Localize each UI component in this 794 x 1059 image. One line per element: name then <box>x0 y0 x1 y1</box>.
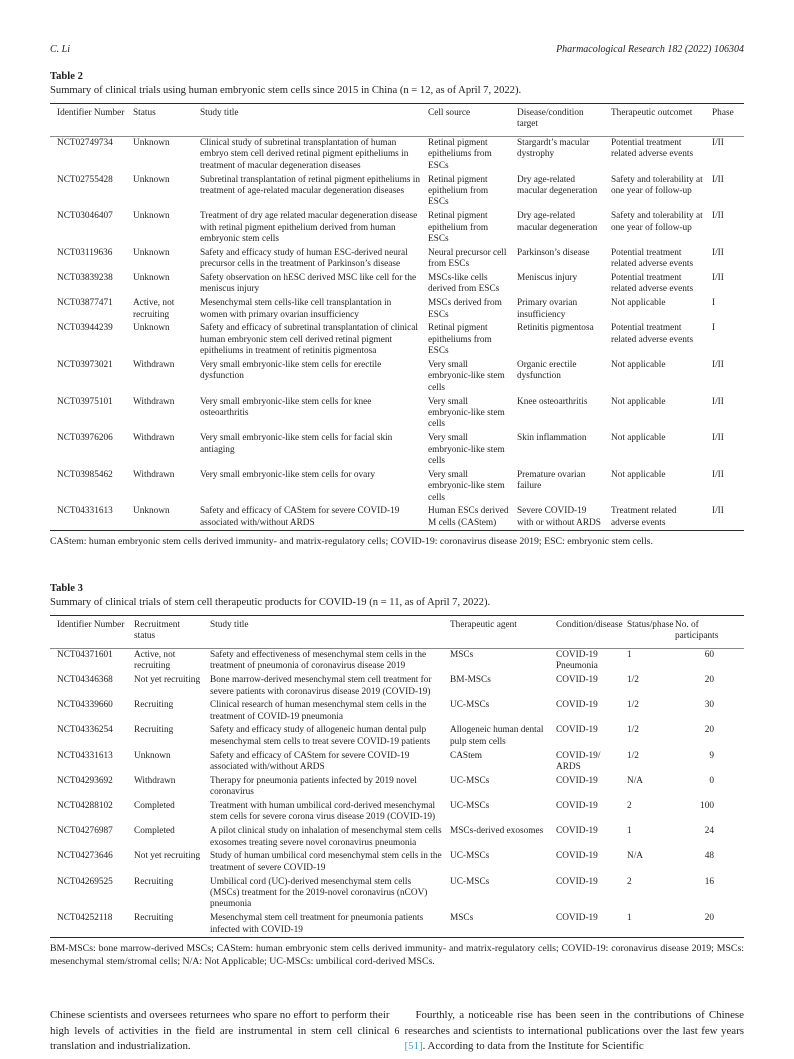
table-cell: Withdrawn <box>133 396 175 407</box>
running-head-author: C. Li <box>50 44 71 55</box>
table-cell: Mesenchymal stem cells-like cell transplantation in women with primary ovarian insufficiency <box>200 298 392 320</box>
table-cell: Not applicable <box>611 359 666 370</box>
table-cell: Treatment with human umbilical cord-derived mesenchymal stem cells for severe corona virus disease 2019 (COVID-19) <box>210 801 436 823</box>
table-cell: Human ESCs derived M cells (CAStem) <box>428 506 509 528</box>
table-cell: NCT04293692 <box>57 775 113 786</box>
table-cell: NCT04336254 <box>57 725 113 736</box>
table-cell: 24 <box>704 826 714 837</box>
table-cell: NCT04331613 <box>57 506 113 517</box>
table-cell: I <box>712 323 716 334</box>
column-header: Therapeutic agent <box>450 615 556 648</box>
table-cell: Stargardt’s macular dystrophy <box>517 138 590 160</box>
table-row <box>50 395 744 432</box>
table-cell: COVID-19 <box>556 725 598 736</box>
table-cell: Not applicable <box>611 469 666 480</box>
table-cell: 1/2 <box>627 750 639 761</box>
table-row <box>50 800 744 825</box>
table-cell: Neural precursor cell from ESCs <box>428 247 507 270</box>
table-cell: Potential treatment related adverse events <box>611 247 694 270</box>
column-header: Phase <box>712 104 744 137</box>
table-cell: Study of human umbilical cord mesenchymal stem cells in the treatment of severe COVID-19 <box>210 851 442 873</box>
table-row <box>50 505 744 531</box>
table-row <box>50 850 744 875</box>
table-cell: I/II <box>712 174 724 185</box>
table-cell: Therapy for pneumonia patients infected by 2019 novel coronavirus <box>210 775 417 798</box>
table-cell: 100 <box>700 801 714 812</box>
page-number: 6 <box>394 1026 400 1037</box>
table-3-footnote: BM-MSCs: bone marrow-derived MSCs; CAStem: human embryonic stem cells derived immunity- and matrix-regulatory cells; COVID-19: coronavirus disease 2019; MSCs: mesenchymal stem/stromal cells; N/A: Not Applicable; UC-MSCs: umbilical cord-derived MSCs. <box>50 943 744 967</box>
running-head <box>50 44 744 55</box>
table-cell: Unknown <box>133 323 170 334</box>
table-row <box>50 210 744 247</box>
table-2-header <box>50 104 744 137</box>
table-3 <box>50 615 744 938</box>
table-cell: BM-MSCs <box>450 675 491 686</box>
table-cell: 1 <box>627 826 632 837</box>
table-cell: Primary ovarian insufficiency <box>517 298 578 320</box>
table-cell: Safety and efficacy of CAStem for severe COVID-19 associated with/without ARDS <box>200 506 400 528</box>
table-cell: Retinitis pigmentosa <box>517 323 594 334</box>
column-header: Identifier Number <box>50 615 134 648</box>
table-row <box>50 247 744 272</box>
column-header: Condition/disease <box>556 615 627 648</box>
table-cell: Safety and efficacy study of human ESC-derived neural precursor cells in the treatment of Parkinson’s disease <box>200 247 408 270</box>
table-cell: Clinical research of human mesenchymal stem cells in the treatment of COVID-19 pneumonia <box>210 700 427 722</box>
column-header: No. of participants <box>675 615 744 648</box>
table-cell: COVID-19 <box>556 675 598 686</box>
table-cell: Unknown <box>134 750 171 761</box>
running-head-journal: Pharmacological Research 182 (2022) 106304 <box>556 44 744 55</box>
table-cell: Unknown <box>133 247 170 258</box>
table-cell: COVID-19/ ARDS <box>556 750 601 773</box>
table-cell: NCT03046407 <box>57 211 113 222</box>
table-cell: Not yet recruiting <box>134 675 201 686</box>
table-cell: I/II <box>712 433 724 444</box>
table-cell: 48 <box>704 851 714 862</box>
table-cell: Very small embryonic-like stem cells <box>428 396 505 430</box>
table-cell: COVID-19 <box>556 876 598 887</box>
table-cell: NCT04288102 <box>57 801 113 812</box>
table-cell: NCT04339660 <box>57 700 113 711</box>
table-cell: Parkinson’s disease <box>517 247 590 258</box>
table-2-footnote: CAStem: human embryonic stem cells derived immunity- and matrix-regulatory cells; COVID-19: coronavirus disease 2019; ESC: embryonic stem cells. <box>50 536 653 548</box>
table-row <box>50 674 744 699</box>
table-cell: NCT04276987 <box>57 826 113 837</box>
table-cell: Treatment of dry age related macular degeneration disease with retinal pigment epithelium derived from human embryonic stem cells <box>200 211 418 244</box>
table-cell: Withdrawn <box>133 433 175 444</box>
table-cell: Organic erectile dysfunction <box>517 359 577 382</box>
table-cell: Recruiting <box>134 725 174 736</box>
table-cell: 1 <box>627 913 632 924</box>
table-row <box>50 775 744 800</box>
table-3-label: Table 3 <box>50 582 83 594</box>
table-cell: 1/2 <box>627 700 639 711</box>
column-header: Status/phase <box>627 615 675 648</box>
table-row <box>50 825 744 850</box>
table-cell: Recruiting <box>134 913 174 924</box>
table-cell: Very small embryonic-like stem cells <box>428 359 505 393</box>
table-cell: N/A <box>627 775 644 786</box>
citation-link-51[interactable]: [51] <box>404 1039 423 1052</box>
table-row <box>50 469 744 506</box>
table-cell: Premature ovarian failure <box>517 469 586 492</box>
table-cell: Not applicable <box>611 396 666 407</box>
table-cell: Recruiting <box>134 700 174 711</box>
table-cell: COVID-19 <box>556 801 598 812</box>
table-cell: Safety and efficacy of subretinal transplantation of clinical human embryonic stem cell derived retinal pigment epitheliums in treatment of retinitis pigmentosa <box>200 323 418 357</box>
paragraph-text-before: Fourthly, a noticeable rise has been seen in the contributions of Chinese researches and scientists to international publications over the last few years <box>404 1009 744 1037</box>
table-cell: NCT03975101 <box>57 396 113 407</box>
table-cell: NCT04331613 <box>57 750 113 761</box>
table-2 <box>50 103 744 531</box>
column-header: Therapeutic outcomet <box>611 104 712 137</box>
table-cell: Potential treatment related adverse events <box>611 323 694 345</box>
column-header: Study title <box>200 104 428 137</box>
table-cell: Active, not recruiting <box>134 649 176 672</box>
table-cell: Retinal pigment epitheliums from ESCs <box>428 323 492 357</box>
table-3-section <box>50 583 744 968</box>
table-cell: NCT03944239 <box>57 323 113 334</box>
table-cell: UC-MSCs <box>450 851 490 862</box>
column-header: Identifier Number <box>50 104 133 137</box>
table-cell: UC-MSCs <box>450 876 490 887</box>
table-2-section <box>50 71 744 549</box>
table-cell: Recruiting <box>134 876 174 887</box>
table-cell: Very small embryonic-like stem cells for ovary <box>200 469 376 480</box>
table-cell: COVID-19 <box>556 775 598 786</box>
table-cell: MSCs-derived exosomes <box>450 826 544 837</box>
table-cell: 16 <box>704 876 714 887</box>
paragraph-text-after: . According to data from the Institute for Scientific <box>422 1039 644 1052</box>
table-cell: Skin inflammation <box>517 433 587 444</box>
table-cell: 20 <box>704 913 714 924</box>
table-cell: CAStem <box>450 750 483 761</box>
table-cell: COVID-19 <box>556 700 598 711</box>
table-cell: Retinal pigment epithelium from ESCs <box>428 174 489 208</box>
table-row <box>50 136 744 173</box>
table-cell: Withdrawn <box>133 359 175 370</box>
table-cell: Withdrawn <box>133 469 175 480</box>
table-cell: Safety and efficacy of CAStem for severe COVID-19 associated with/without ARDS <box>210 750 410 773</box>
table-2-label: Table 2 <box>50 71 83 82</box>
table-header-row <box>50 615 744 648</box>
table-cell: NCT03976206 <box>57 433 113 444</box>
body-paragraph-left: Chinese scientists and oversees returnees who spare no effort to perform their high levels of activities in the field are instrumental in stem cell clinical translation and industrialization. <box>50 1009 390 1052</box>
table-cell: NCT04252118 <box>57 913 113 924</box>
table-cell: Withdrawn <box>134 775 176 786</box>
table-cell: I/II <box>712 247 724 258</box>
table-cell: I/II <box>712 506 724 517</box>
table-cell: NCT04273646 <box>57 851 113 862</box>
table-cell: 1 <box>627 649 632 660</box>
table-cell: MSCs <box>450 649 474 660</box>
table-cell: I/II <box>712 469 724 480</box>
table-cell: I/II <box>712 211 724 222</box>
table-cell: Safety and effectiveness of mesenchymal stem cells in the treatment of pneumonia of coronavirus disease 2019 <box>210 649 427 672</box>
table-cell: Safety and efficacy study of allogeneic human dental pulp mesenchymal stem cells to treat severe COVID-19 patients <box>210 725 431 747</box>
table-cell: COVID-19 <box>556 913 598 924</box>
table-cell: COVID-19 <box>556 826 598 837</box>
table-cell: Not applicable <box>611 298 666 309</box>
table-cell: COVID-19 Pneumonia <box>556 649 598 672</box>
table-cell: UC-MSCs <box>450 801 490 812</box>
table-cell: I/II <box>712 396 724 407</box>
table-cell: I <box>712 298 716 309</box>
table-cell: Meniscus injury <box>517 272 578 283</box>
table-cell: Very small embryonic-like stem cells for facial skin antiaging <box>200 433 393 455</box>
table-cell: Bone marrow-derived mesenchymal stem cell treatment for severe patients with coronavirus disease 2019 (COVID-19) <box>210 675 432 697</box>
table-cell: Clinical study of subretinal transplantation of human embryo stem cell derived retinal pigment epitheliums in treatment of macular degeneration diseases <box>200 138 409 171</box>
table-cell: Very small embryonic-like stem cells for erectile dysfunction <box>200 359 382 382</box>
table-cell: 60 <box>704 649 714 660</box>
table-cell: NCT03877471 <box>57 298 113 309</box>
table-cell: Unknown <box>133 138 170 148</box>
table-cell: UC-MSCs <box>450 700 490 711</box>
table-cell: Treatment related adverse events <box>611 506 677 528</box>
table-row <box>50 359 744 396</box>
table-cell: NCT04346368 <box>57 675 113 686</box>
table-cell: Unknown <box>133 506 170 517</box>
table-cell: Potential treatment related adverse events <box>611 138 694 160</box>
table-row <box>50 322 744 359</box>
table-row <box>50 272 744 297</box>
table-cell: 1/2 <box>627 725 639 736</box>
table-cell: NCT03119636 <box>57 247 113 258</box>
table-cell: Not applicable <box>611 433 666 444</box>
table-cell: NCT04371601 <box>57 649 113 660</box>
table-cell: I/II <box>712 359 724 370</box>
table-cell: NCT02755428 <box>57 174 113 185</box>
table-row <box>50 724 744 749</box>
column-header: Status <box>133 104 200 137</box>
table-3-body <box>50 648 744 937</box>
table-cell: NCT03839238 <box>57 272 113 283</box>
table-row <box>50 875 744 912</box>
table-3-caption: Summary of clinical trials of stem cell therapeutic products for COVID-19 (n = 11, as of April 7, 2022). <box>50 596 491 608</box>
table-cell: 20 <box>704 675 714 686</box>
table-row <box>50 699 744 724</box>
table-cell: Active, not recruiting <box>133 298 175 320</box>
table-cell: MSCs derived from ESCs <box>428 298 502 320</box>
table-cell: 20 <box>704 725 714 736</box>
table-cell: Safety and tolerability at one year of follow-up <box>611 174 703 196</box>
table-cell: Dry age-related macular degeneration <box>517 211 598 233</box>
table-cell: Safety observation on hESC derived MSC like cell for the meniscus injury <box>200 272 417 295</box>
table-cell: UC-MSCs <box>450 775 490 786</box>
table-cell: COVID-19 <box>556 851 598 862</box>
table-cell: MSCs <box>450 913 474 924</box>
table-row <box>50 648 744 674</box>
table-cell: 2 <box>627 801 632 812</box>
table-cell: Mesenchymal stem cell treatment for pneumonia patients infected with COVID-19 <box>210 913 424 935</box>
table-cell: 2 <box>627 876 632 887</box>
table-cell: Potential treatment related adverse events <box>611 272 694 295</box>
table-cell: 0 <box>709 775 714 786</box>
table-cell: Retinal pigment epitheliums from ESCs <box>428 138 492 171</box>
table-cell: Dry age-related macular degeneration <box>517 174 598 196</box>
table-cell: Subretinal transplantation of retinal pigment epitheliums in treatment of age-related macular degeneration diseases <box>200 174 420 196</box>
table-row <box>50 173 744 210</box>
table-cell: Very small embryonic-like stem cells <box>428 433 505 466</box>
table-row <box>50 912 744 938</box>
table-cell: Very small embryonic-like stem cells for knee osteoarthritis <box>200 396 372 418</box>
table-row <box>50 432 744 469</box>
table-cell: NCT04269525 <box>57 876 113 887</box>
table-cell: NCT03973021 <box>57 359 113 370</box>
table-cell: NCT02749734 <box>57 138 113 148</box>
table-cell: Completed <box>134 826 175 837</box>
table-cell: Umbilical cord (UC)-derived mesenchymal stem cells (MSCs) treatment for the 2019-novel coronavirus (nCOV) pneumonia <box>210 876 428 910</box>
table-cell: I/II <box>712 272 724 283</box>
table-cell: 30 <box>704 700 714 711</box>
table-cell: Unknown <box>133 211 170 222</box>
table-cell: MSCs-like cells derived from ESCs <box>428 272 500 295</box>
table-2-body <box>50 136 744 531</box>
column-header: Study title <box>210 615 450 648</box>
table-cell: N/A <box>627 851 644 862</box>
table-cell: Unknown <box>133 272 170 283</box>
column-header: Disease/condition target <box>517 104 611 137</box>
table-cell: Knee osteoarthritis <box>517 396 588 407</box>
table-header-row <box>50 104 744 137</box>
column-header: Cell source <box>428 104 517 137</box>
table-2-caption: Summary of clinical trials using human embryonic stem cells since 2015 in China (n = 12, as of April 7, 2022). <box>50 85 522 96</box>
table-3-header <box>50 615 744 648</box>
table-cell: Very small embryonic-like stem cells <box>428 469 505 503</box>
table-row <box>50 749 744 774</box>
table-cell: 1/2 <box>627 675 639 686</box>
table-cell: Completed <box>134 801 175 812</box>
table-cell: NCT03985462 <box>57 469 113 480</box>
table-cell: Retinal pigment epithelium from ESCs <box>428 211 489 244</box>
column-header: Recruitment status <box>134 615 210 648</box>
table-cell: Not yet recruiting <box>134 851 201 862</box>
table-cell: Allogeneic human dental pulp stem cells <box>450 725 544 747</box>
table-cell: I/II <box>712 138 724 148</box>
table-cell: Unknown <box>133 174 170 185</box>
table-cell: Severe COVID-19 with or without ARDS <box>517 506 601 528</box>
table-cell: 9 <box>709 750 714 761</box>
table-row <box>50 297 744 322</box>
table-cell: Safety and tolerability at one year of follow-up <box>611 211 703 233</box>
table-cell: A pilot clinical study on inhalation of mesenchymal stem cells exosomes treating severe novel coronavirus pneumonia <box>210 826 442 848</box>
